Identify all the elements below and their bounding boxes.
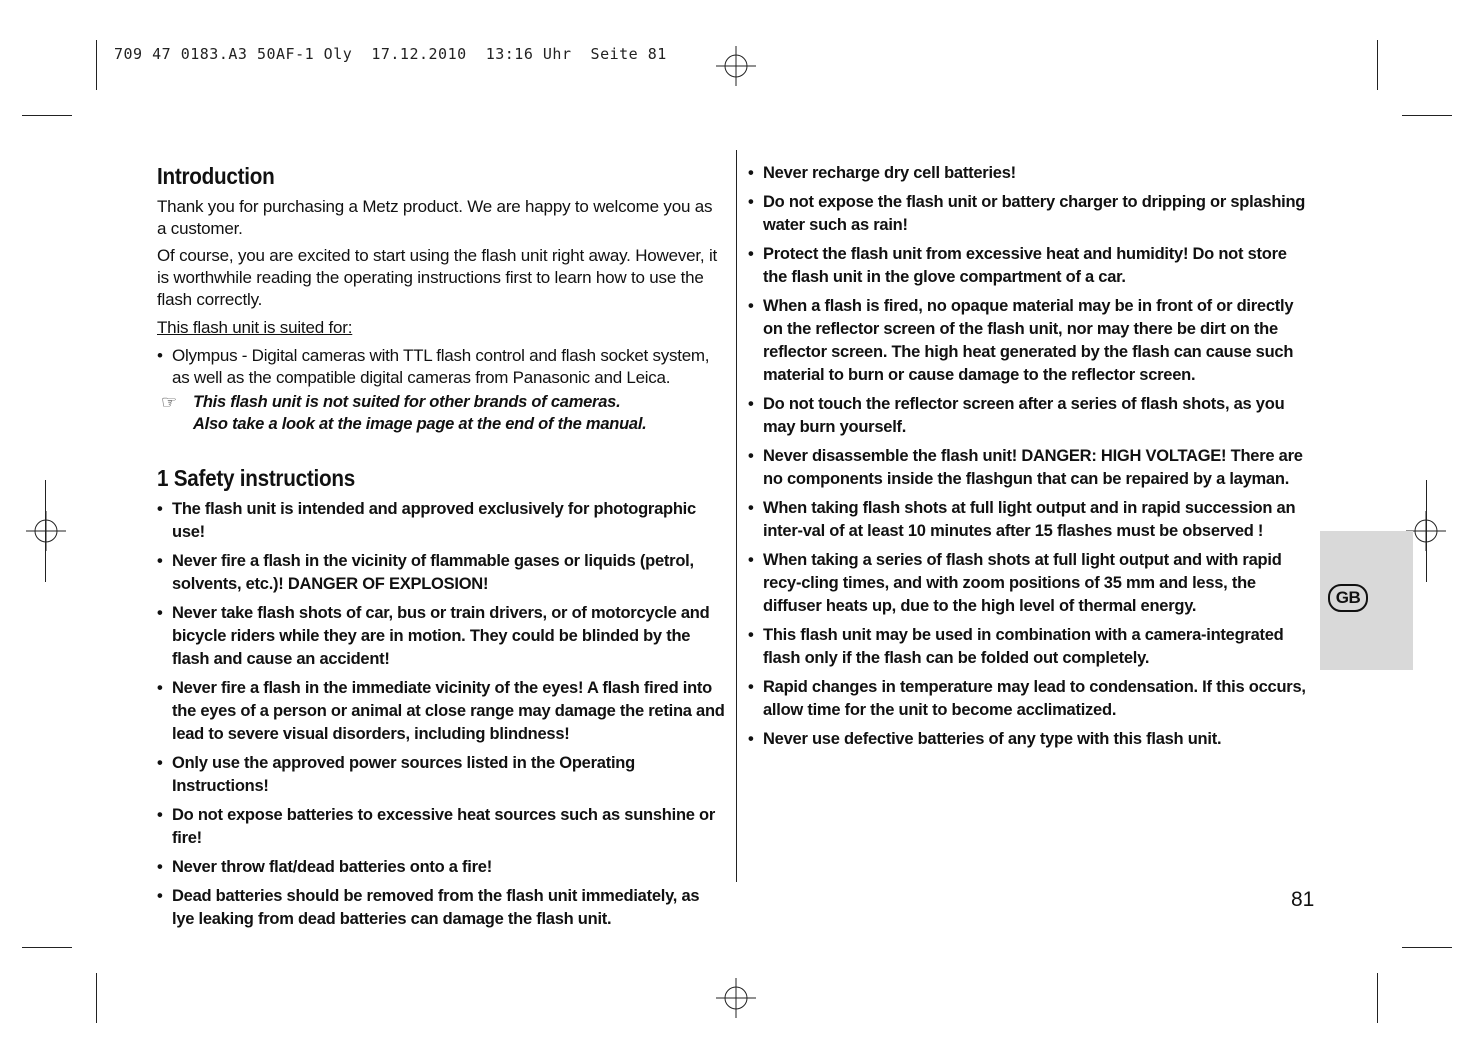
list-item: • Do not expose batteries to excessive heat sources such as sunshine or fire! xyxy=(157,804,725,850)
language-badge: GB xyxy=(1328,584,1368,612)
crop-mark xyxy=(1426,480,1427,582)
list-item: • The flash unit is intended and approved exclusively for photographic use! xyxy=(157,498,725,544)
introduction-heading: Introduction xyxy=(157,163,275,189)
crop-mark xyxy=(1402,115,1452,116)
list-item: • Never throw flat/dead batteries onto a fire! xyxy=(157,856,725,879)
list-item: • When a flash is fired, no opaque material may be in front of or directly on the reflector screen of the flash unit, nor may there be dirt on the reflector screen. The high heat generated by the flash can cause such material to burn or cause damage to the reflector screen. xyxy=(748,295,1314,387)
crop-mark xyxy=(22,115,72,116)
note-line: This flash unit is not suited for other brands of cameras. xyxy=(193,393,621,411)
crop-mark xyxy=(22,947,72,948)
crop-mark xyxy=(45,480,46,582)
list-item: • Never fire a flash in the vicinity of flammable gases or liquids (petrol, solvents, etc.)! DANGER OF EXPLOSION! xyxy=(157,550,725,596)
note xyxy=(157,391,725,435)
crop-mark xyxy=(1377,973,1378,1023)
intro-paragraph: Of course, you are excited to start using the flash unit right away. However, it is worthwhile reading the operating instructions first to learn how to use the flash correctly. xyxy=(157,246,718,309)
suited-list xyxy=(157,345,725,389)
column-divider xyxy=(736,150,737,882)
note-line: Also take a look at the image page at the end of the manual. xyxy=(193,415,647,433)
list-item: • Never use defective batteries of any type with this flash unit. xyxy=(748,728,1314,751)
crop-mark xyxy=(1402,947,1452,948)
suited-for-label: This flash unit is suited for: xyxy=(157,318,353,337)
print-slug-line: 709 47 0183.A3 50AF-1 Oly 17.12.2010 13:16 Uhr Seite 81 xyxy=(114,45,667,63)
list-item: • When taking flash shots at full light output and in rapid succession an inter-val of at least 10 minutes after 15 flashes must be observed ! xyxy=(748,497,1314,543)
crop-mark xyxy=(1377,40,1378,90)
list-item: • Never take flash shots of car, bus or train drivers, or of motorcycle and bicycle riders while they are in motion. They could be blinded by the flash and cause an accident! xyxy=(157,602,725,671)
list-item: • Only use the approved power sources listed in the Operating Instructions! xyxy=(157,752,725,798)
list-item: • Rapid changes in temperature may lead to condensation. If this occurs, allow time for the unit to become acclimatized. xyxy=(748,676,1314,722)
registration-mark-icon xyxy=(716,978,756,1018)
safety-list-left xyxy=(157,498,725,931)
list-item: • Never fire a flash in the immediate vicinity of the eyes! A flash fired into the eyes of a person or animal at close range may damage the retina and lead to severe visual disorders, including blindness! xyxy=(157,677,725,746)
pointing-hand-icon: ☞ xyxy=(161,392,177,412)
list-item: • Protect the flash unit from excessive heat and humidity! Do not store the flash unit in the glove compartment of a car. xyxy=(748,243,1314,289)
list-item: • Never recharge dry cell batteries! xyxy=(748,162,1314,185)
right-column xyxy=(748,162,1314,757)
list-item: • Dead batteries should be removed from the flash unit immediately, as lye leaking from dead batteries can damage the flash unit. xyxy=(157,885,725,931)
safety-list-right xyxy=(748,162,1314,751)
list-item: • Do not touch the reflector screen after a series of flash shots, as you may burn yourself. xyxy=(748,393,1314,439)
crop-mark xyxy=(96,973,97,1023)
registration-mark-icon xyxy=(26,511,66,551)
left-column xyxy=(157,160,725,937)
intro-paragraph: Thank you for purchasing a Metz product. We are happy to welcome you as a customer. xyxy=(157,197,713,238)
crop-mark xyxy=(96,40,97,90)
list-item: • When taking a series of flash shots at full light output and with rapid recy-cling times, and with zoom positions of 35 mm and less, the diffuser heats up, due to the high level of thermal energy. xyxy=(748,549,1314,618)
list-item: • This flash unit may be used in combination with a camera-integrated flash only if the flash can be folded out completely. xyxy=(748,624,1314,670)
list-item: • Olympus - Digital cameras with TTL flash control and flash socket system, as well as the compatible digital cameras from Panasonic and Leica. xyxy=(157,345,725,389)
registration-mark-icon xyxy=(716,46,756,86)
safety-heading: 1 Safety instructions xyxy=(157,465,355,491)
list-item: • Do not expose the flash unit or battery charger to dripping or splashing water such as rain! xyxy=(748,191,1314,237)
list-item: • Never disassemble the flash unit! DANGER: HIGH VOLTAGE! There are no components inside the flashgun that can be repaired by a layman. xyxy=(748,445,1314,491)
page-number: 81 xyxy=(1291,888,1315,911)
